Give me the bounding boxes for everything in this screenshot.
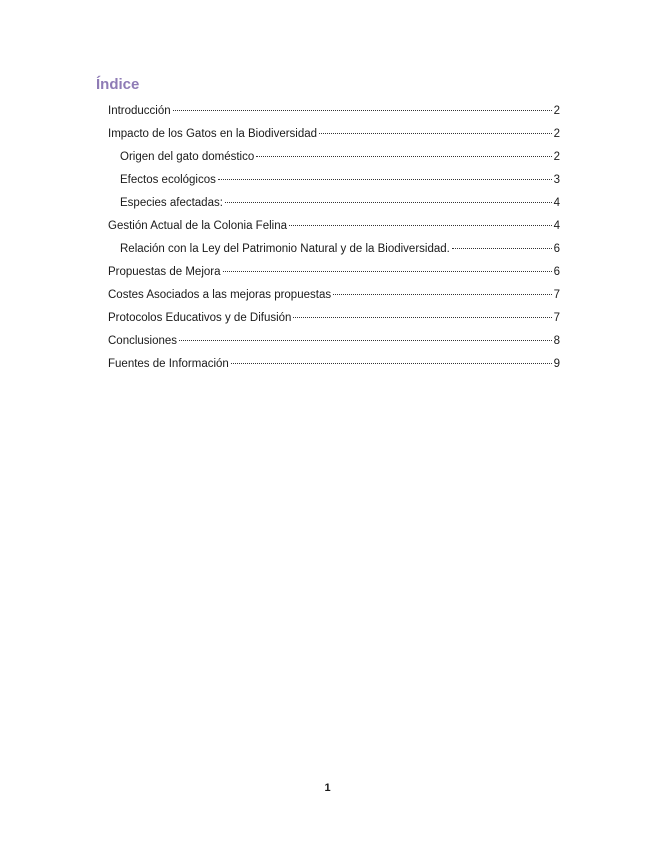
toc-entry-page: 3 (553, 174, 560, 186)
toc-entry-page: 7 (553, 312, 560, 324)
toc-entry-label: Especies afectadas: (120, 197, 223, 209)
dot-leader (289, 225, 552, 226)
dot-leader (231, 363, 552, 364)
toc-entry-page: 2 (553, 151, 560, 163)
toc-entry-page: 6 (553, 243, 560, 255)
toc-entry-costes-asociados[interactable] (108, 284, 560, 307)
toc-entry-protocolos-educativos[interactable] (108, 307, 560, 330)
toc-entry-page: 9 (553, 358, 560, 370)
toc-entry-label: Propuestas de Mejora (108, 266, 221, 278)
toc-entry-page: 2 (553, 128, 560, 140)
toc-entry-introduccion[interactable] (108, 100, 560, 123)
dot-leader (225, 202, 552, 203)
toc-entry-label: Conclusiones (108, 335, 178, 347)
toc-entry-page: 6 (553, 266, 560, 278)
toc-entry-label: Origen del gato doméstico (120, 151, 255, 163)
toc-entry-origen-gato[interactable] (108, 146, 560, 169)
dot-leader (218, 179, 552, 180)
dot-leader (452, 248, 552, 249)
toc-entry-page: 2 (553, 105, 560, 117)
dot-leader (319, 133, 552, 134)
dot-leader (173, 110, 552, 111)
toc-entry-page: 4 (553, 197, 560, 209)
page-number: 1 (324, 782, 331, 794)
toc-entry-relacion-ley[interactable] (108, 238, 560, 261)
toc-entry-label: Costes Asociados a las mejoras propuestas (108, 289, 332, 301)
dot-leader (223, 271, 552, 272)
toc-entry-label: Fuentes de Información (108, 358, 229, 370)
toc-entry-label: Protocolos Educativos y de Difusión (108, 312, 292, 324)
dot-leader (256, 156, 551, 157)
toc-entry-propuestas-mejora[interactable] (108, 261, 560, 284)
toc-entry-page: 8 (553, 335, 560, 347)
toc-heading: Índice (96, 76, 140, 93)
table-of-contents (108, 100, 560, 376)
dot-leader (179, 340, 552, 341)
toc-entry-label: Gestión Actual de la Colonia Felina (108, 220, 287, 232)
toc-entry-label: Introducción (108, 105, 171, 117)
toc-entry-label: Impacto de los Gatos en la Biodiversidad (108, 128, 318, 140)
toc-entry-page: 7 (553, 289, 560, 301)
toc-entry-label: Relación con la Ley del Patrimonio Natural y de la Biodiversidad. (120, 243, 450, 255)
toc-entry-gestion-colonia[interactable] (108, 215, 560, 238)
dot-leader (333, 294, 552, 295)
toc-entry-impacto-gatos[interactable] (108, 123, 560, 146)
toc-entry-especies-afectadas[interactable] (108, 192, 560, 215)
toc-entry-page: 4 (553, 220, 560, 232)
toc-entry-efectos-ecologicos[interactable] (108, 169, 560, 192)
toc-entry-fuentes-informacion[interactable] (108, 353, 560, 376)
dot-leader (293, 317, 551, 318)
toc-entry-conclusiones[interactable] (108, 330, 560, 353)
toc-entry-label: Efectos ecológicos (120, 174, 216, 186)
